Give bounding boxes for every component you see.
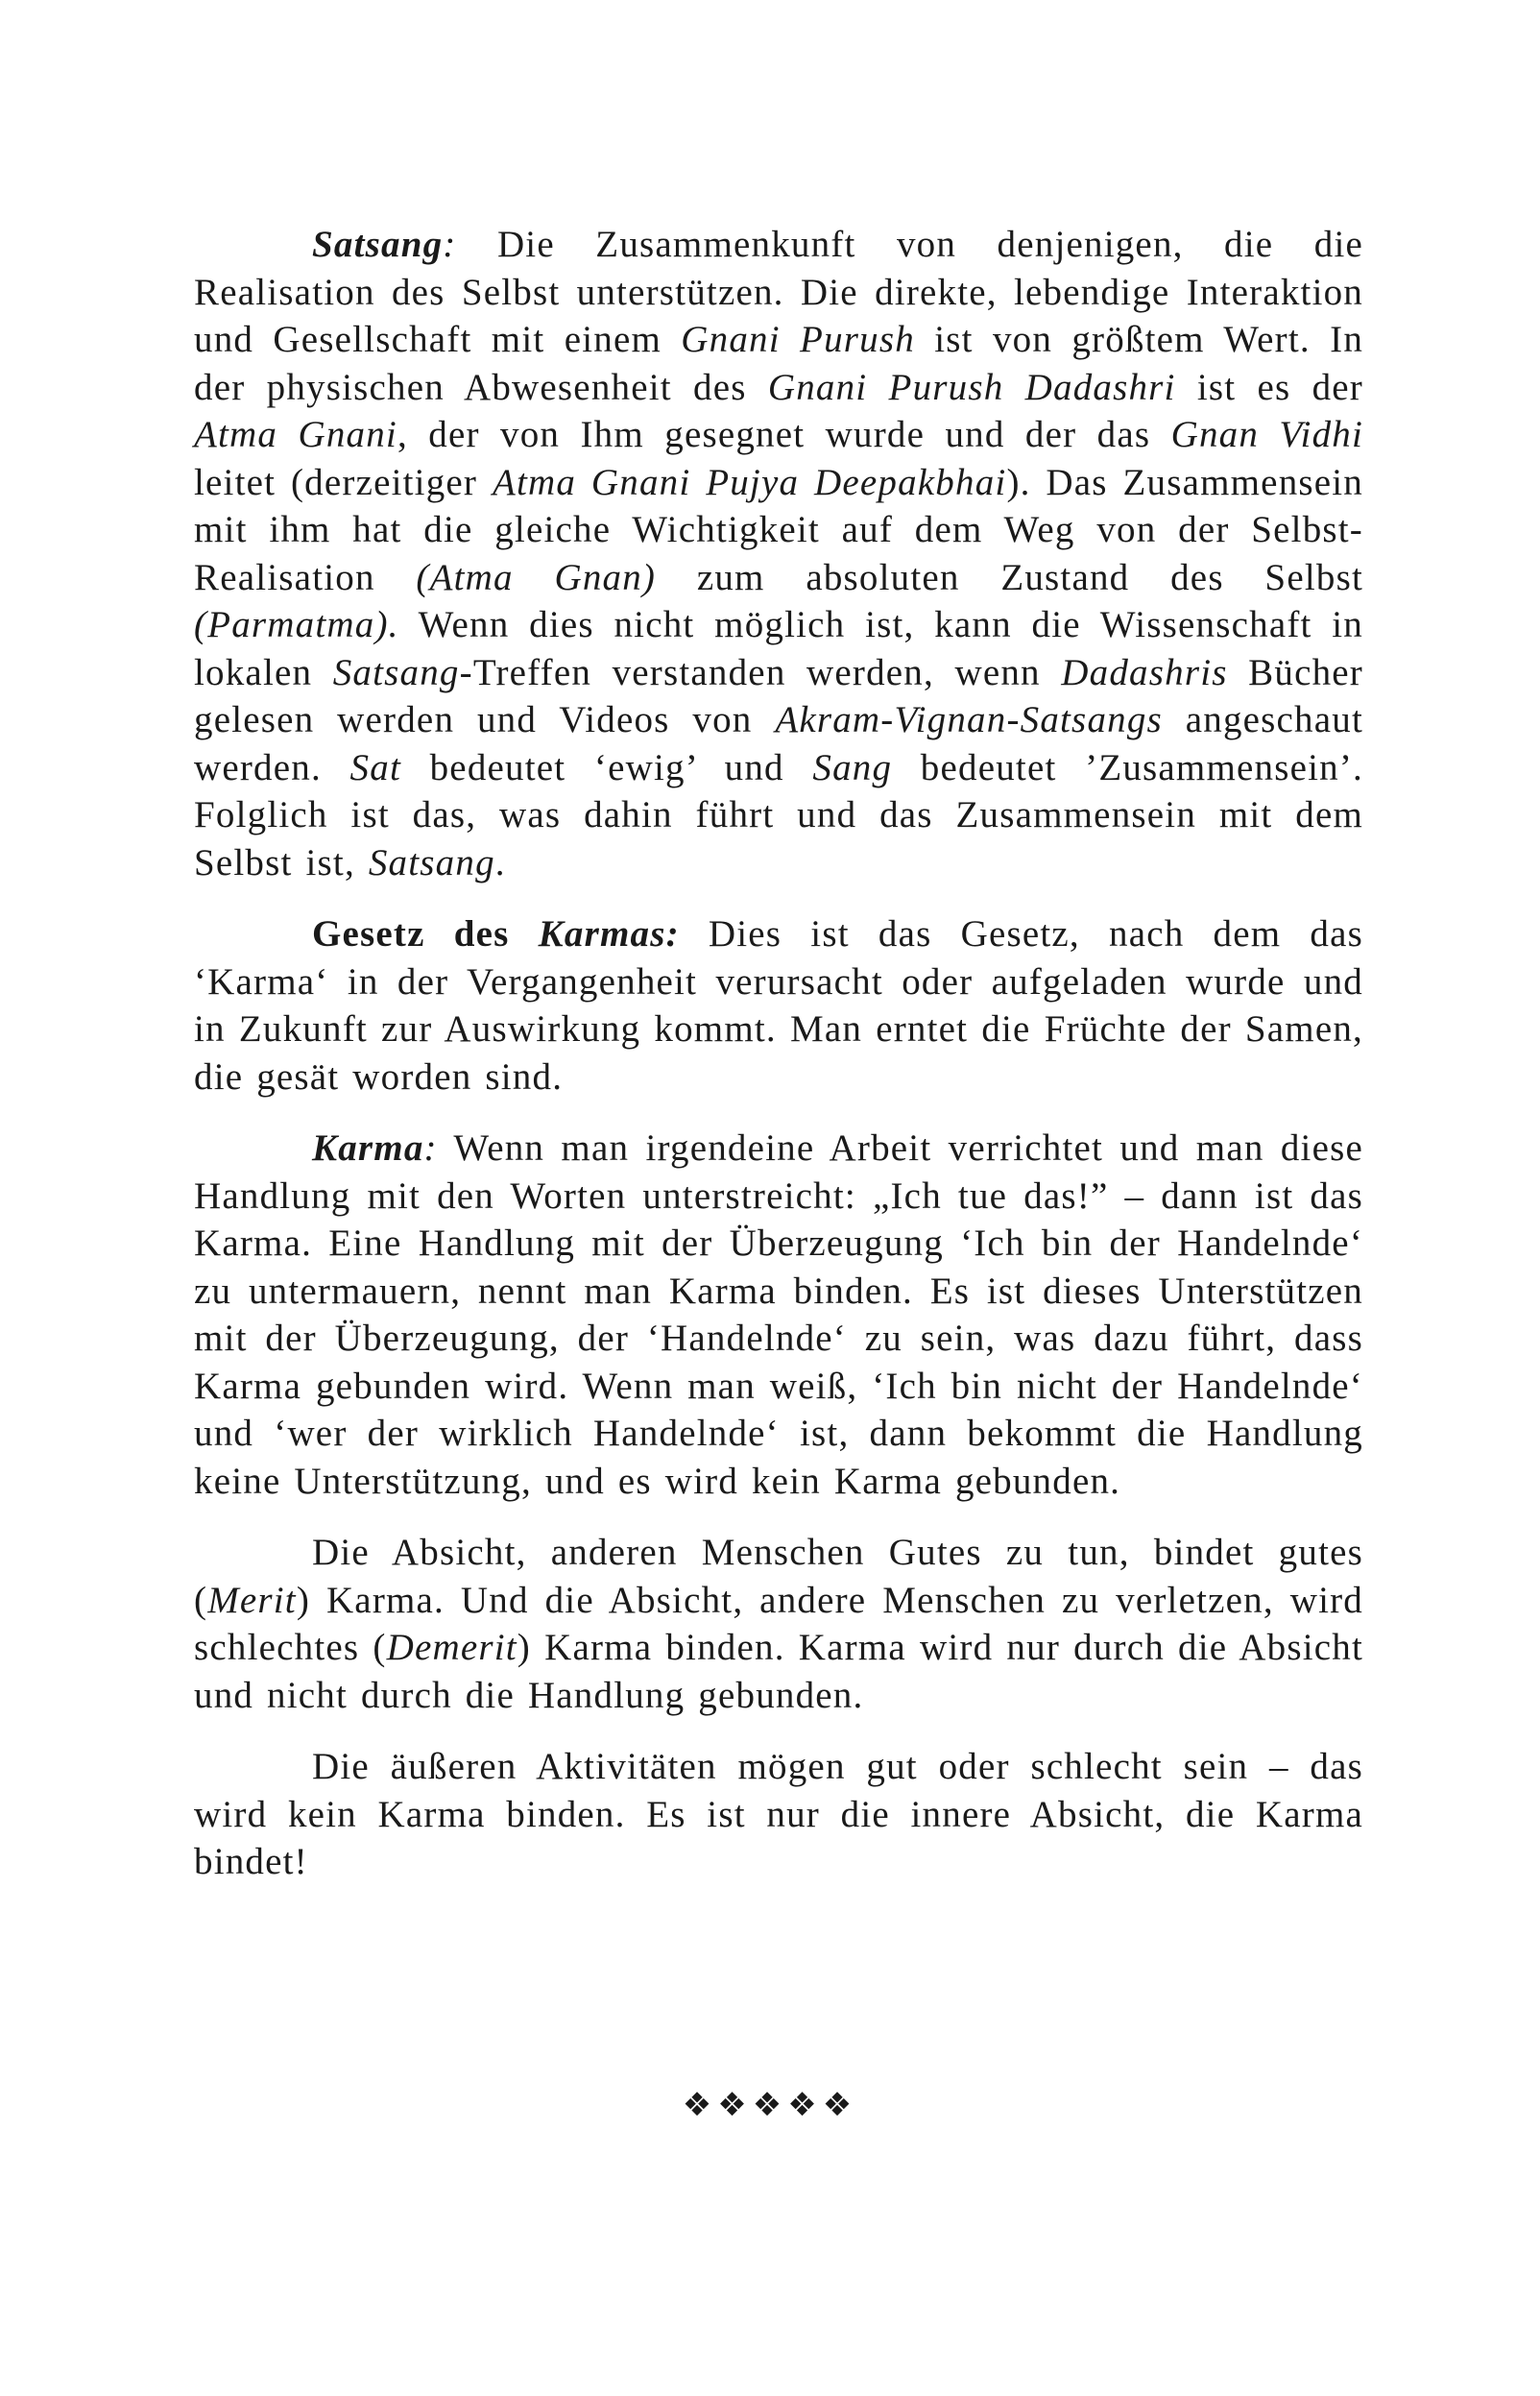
italic-run: Gnan Vidhi	[1170, 414, 1364, 455]
paragraph-karma	[194, 1125, 1363, 1505]
text-run: .	[494, 841, 506, 883]
paragraph-absicht	[194, 1529, 1363, 1719]
term-colon: :	[423, 1127, 438, 1169]
term-karmas: Karmas:	[538, 913, 680, 955]
italic-run: Sang	[812, 746, 893, 788]
text-run: ). Das Zusammensein mit ihm hat die gleiche Wichtigkeit auf dem Weg von der Selbst-Realisation	[194, 461, 1364, 598]
term-colon: :	[443, 224, 457, 265]
text-run: Bücher gelesen werden und Videos von	[194, 651, 1363, 740]
italic-run: Atma Gnani	[194, 414, 397, 455]
italic-run: (Atma Gnan)	[416, 556, 657, 598]
text-run: -Treffen verstanden werden, wenn	[459, 651, 1062, 693]
body-text	[194, 221, 1363, 1910]
paragraph-gesetz-des-karmas	[194, 910, 1363, 1101]
text-run: zum absoluten Zustand des Selbst	[656, 556, 1363, 598]
section-end-ornament: ❖❖❖❖❖	[682, 2086, 858, 2124]
text-run: Dies ist das Gesetz, nach dem das ‘Karma‘ in der Vergangenheit verursacht oder aufgeladen wurde und in Zukunft zur Auswirkung kommt. Man erntet die Früchte der Samen, die gesät worden sind.	[194, 913, 1364, 1098]
paragraph-satsang	[194, 221, 1363, 886]
text-run: Die Absicht, anderen Menschen Gutes zu tun, bindet gutes (	[194, 1532, 1363, 1621]
italic-run: Satsang	[332, 651, 460, 693]
italic-run: Sat	[349, 746, 401, 788]
paragraph-aeussere-aktivitaeten	[194, 1743, 1363, 1886]
text-run: ) Karma binden. Karma wird nur durch die Absicht und nicht durch die Handlung gebunden.	[194, 1627, 1363, 1716]
text-run: leitet (derzeitiger	[194, 461, 493, 503]
term-satsang: Satsang	[312, 224, 444, 265]
text-run: ist von größtem Wert. In der physischen Abwesenheit des	[194, 319, 1364, 408]
italic-run: Satsang	[368, 841, 495, 883]
italic-run: Merit	[207, 1579, 297, 1621]
italic-run: Akram-Vignan-Satsangs	[775, 699, 1163, 740]
text-run: ist es der	[1175, 366, 1363, 408]
text-run: , der von Ihm gesegnet wurde und der das	[397, 414, 1171, 455]
italic-run: Gnani Purush	[681, 319, 915, 360]
italic-run: Gnani Purush Dadashri	[767, 366, 1176, 408]
text-run: Die äußeren Aktivitäten mögen gut oder schlecht sein – das wird kein Karma binden. Es ist nur die innere Absicht, die Karma bindet!	[194, 1746, 1363, 1882]
text-run: Wenn man irgendeine Arbeit verrichtet und man diese Handlung mit den Worten unterstreicht: „Ich tue das!” – dann ist das Karma. Eine Handlung mit der Überzeugung ‘Ich bin der Handelnde‘ zu untermauern, nennt man Karma binden. Es ist dieses Unterstützen mit der Überzeugung, der ‘Handelnde‘ zu sein, was dazu führt, dass Karma gebunden wird. Wenn man weiß, ‘Ich bin nicht der Handelnde‘ und ‘wer der wirklich Handelnde‘ ist, dann bekommt die Handlung keine Unterstützung, und es wird kein Karma gebunden.	[194, 1127, 1363, 1502]
italic-run: Demerit	[386, 1627, 517, 1668]
text-run: Wenn dies nicht möglich ist, kann die Wissenschaft in lokalen	[194, 604, 1363, 693]
italic-run: Atma Gnani Pujya Deepakbhai	[492, 461, 1007, 503]
term-gesetz: Gesetz des	[312, 913, 539, 955]
italic-run: (Parmatma).	[194, 604, 399, 645]
text-run: angeschaut werden.	[194, 699, 1364, 788]
text-run: Die Zusammenkunft von denjenigen, die die Realisation des Selbst unterstützen. Die direkte, lebendige Interaktion und Gesellschaft mit einem	[194, 224, 1363, 360]
italic-run: Dadashris	[1061, 651, 1228, 693]
text-run: bedeutet ‘ewig’ und	[400, 746, 813, 788]
text-run: ) Karma. Und die Absicht, andere Menschen zu verletzen, wird schlechtes (	[194, 1579, 1363, 1668]
term-karma: Karma	[312, 1127, 424, 1169]
text-run: bedeutet ’Zusammensein’. Folglich ist das, was dahin führt und das Zusammensein mit dem Selbst ist,	[194, 746, 1363, 883]
